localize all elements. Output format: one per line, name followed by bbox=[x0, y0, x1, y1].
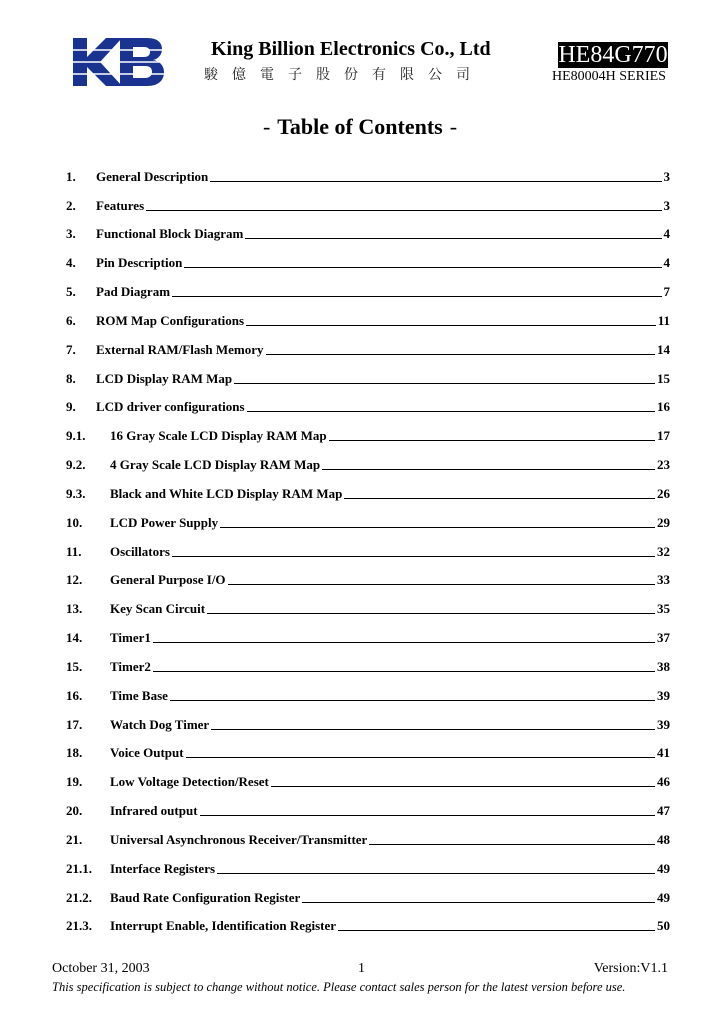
toc-entry[interactable] bbox=[66, 156, 670, 185]
toc-entry-page: 49 bbox=[657, 889, 670, 905]
company-name: King Billion Electronics Co., Ltd bbox=[211, 38, 491, 60]
series-label: HE80004H SERIES bbox=[552, 69, 666, 84]
toc-entry[interactable] bbox=[66, 502, 670, 531]
toc-entry[interactable] bbox=[66, 906, 670, 935]
toc-entry[interactable] bbox=[66, 271, 670, 300]
toc-leader-line bbox=[200, 815, 655, 816]
toc-entry[interactable] bbox=[66, 358, 670, 387]
toc-entry[interactable] bbox=[66, 560, 670, 589]
toc-entry[interactable] bbox=[66, 733, 670, 762]
toc-entry-page: 41 bbox=[657, 745, 670, 761]
toc-entry-number: 1. bbox=[66, 168, 76, 184]
toc-entry-title[interactable]: Black and White LCD Display RAM Map bbox=[110, 485, 343, 501]
toc-leader-line bbox=[207, 613, 655, 614]
footer-date: October 31, 2003 bbox=[52, 961, 150, 976]
toc-entry-number: 8. bbox=[66, 370, 76, 386]
toc-entry-title[interactable]: External RAM/Flash Memory bbox=[96, 341, 264, 357]
toc-leader-line bbox=[210, 181, 661, 182]
toc-leader-line bbox=[153, 642, 655, 643]
toc-entry-title[interactable]: Key Scan Circuit bbox=[110, 601, 206, 617]
toc-entry[interactable] bbox=[66, 444, 670, 473]
toc-entry[interactable] bbox=[66, 242, 670, 271]
toc-leader-line bbox=[220, 527, 655, 528]
toc-entry-title[interactable]: Universal Asynchronous Receiver/Transmitter bbox=[110, 831, 368, 847]
footer-version: Version:V1.1 bbox=[593, 961, 668, 976]
toc-entry-page: 7 bbox=[663, 284, 670, 300]
toc-entry-page: 38 bbox=[657, 658, 670, 674]
toc-entry-page: 14 bbox=[657, 341, 670, 357]
toc-entry-page: 4 bbox=[663, 226, 670, 242]
toc-entry[interactable] bbox=[66, 588, 670, 617]
toc-entry-title[interactable]: Pin Description bbox=[96, 255, 183, 271]
toc-entry[interactable] bbox=[66, 819, 670, 848]
toc-leader-line bbox=[170, 700, 655, 701]
toc-entry-number: 9. bbox=[66, 399, 76, 415]
toc-leader-line bbox=[228, 584, 655, 585]
toc-entry[interactable] bbox=[66, 761, 670, 790]
toc-entry-number: 19. bbox=[66, 774, 83, 790]
toc-leader-line bbox=[186, 757, 655, 758]
toc-entry-number: 9.2. bbox=[66, 457, 86, 473]
toc-entry-number: 20. bbox=[66, 803, 83, 819]
toc-entry-page: 39 bbox=[657, 687, 670, 703]
toc-entry-title[interactable]: LCD driver configurations bbox=[96, 399, 245, 415]
toc-leader-line bbox=[329, 440, 655, 441]
toc-leader-line bbox=[153, 671, 655, 672]
toc-entry-page: 37 bbox=[657, 630, 670, 646]
toc-entry-title[interactable]: Infrared output bbox=[110, 803, 198, 819]
title-dash-left: - bbox=[262, 114, 271, 139]
toc-entry-title[interactable]: Functional Block Diagram bbox=[96, 226, 244, 242]
toc-entry[interactable] bbox=[66, 790, 670, 819]
toc-entry[interactable] bbox=[66, 473, 670, 502]
toc-entry-title[interactable]: Features bbox=[96, 197, 145, 213]
toc-entry-title[interactable]: Time Base bbox=[110, 687, 168, 703]
toc-leader-line bbox=[234, 383, 655, 384]
toc-entry[interactable] bbox=[66, 848, 670, 877]
toc-leader-line bbox=[302, 902, 655, 903]
toc-entry-number: 21.3. bbox=[66, 918, 92, 934]
toc-entry[interactable] bbox=[66, 415, 670, 444]
title-text: Table of Contents bbox=[277, 114, 443, 139]
toc-entry-number: 14. bbox=[66, 630, 83, 646]
toc-entry-number: 4. bbox=[66, 255, 76, 271]
toc-entry-number: 21.2. bbox=[66, 889, 92, 905]
toc-entry-page: 3 bbox=[663, 168, 670, 184]
toc-entry-page: 39 bbox=[657, 716, 670, 732]
toc-entry-title[interactable]: LCD Power Supply bbox=[110, 514, 219, 530]
toc-entry-title[interactable]: General Purpose I/O bbox=[110, 572, 226, 588]
toc-entry-page: 23 bbox=[657, 457, 670, 473]
toc-entry-page: 15 bbox=[657, 370, 670, 386]
toc-entry-page: 50 bbox=[657, 918, 670, 934]
toc-entry-title[interactable]: Baud Rate Configuration Register bbox=[110, 889, 301, 905]
toc-leader-line bbox=[246, 325, 656, 326]
toc-entry-number: 13. bbox=[66, 601, 83, 617]
toc-leader-line bbox=[247, 411, 655, 412]
toc-entry-number: 5. bbox=[66, 284, 76, 300]
toc-leader-line bbox=[338, 930, 655, 931]
toc-leader-line bbox=[211, 729, 655, 730]
toc-entry-title[interactable]: 4 Gray Scale LCD Display RAM Map bbox=[110, 457, 321, 473]
toc-entry-number: 11. bbox=[66, 543, 82, 559]
toc-entry-page: 32 bbox=[657, 543, 670, 559]
toc-entry-page: 3 bbox=[663, 197, 670, 213]
toc-entry-title[interactable]: LCD Display RAM Map bbox=[96, 370, 233, 386]
toc-entry-number: 9.3. bbox=[66, 485, 86, 501]
toc-leader-line bbox=[217, 873, 655, 874]
toc-leader-line bbox=[184, 267, 661, 268]
toc-leader-line bbox=[172, 296, 661, 297]
toc-leader-line bbox=[266, 354, 655, 355]
toc-entry-number: 21.1. bbox=[66, 860, 92, 876]
toc-entry-page: 46 bbox=[657, 774, 670, 790]
toc-entry-page: 47 bbox=[657, 803, 670, 819]
toc-entry-number: 21. bbox=[66, 831, 83, 847]
toc-entry-number: 10. bbox=[66, 514, 83, 530]
footer-page-number: 1 bbox=[358, 961, 365, 976]
toc-entry-title[interactable]: Pad Diagram bbox=[96, 284, 171, 300]
toc-entry-title[interactable]: Oscillators bbox=[110, 543, 170, 559]
toc-entry[interactable] bbox=[66, 300, 670, 329]
toc-entry-page: 33 bbox=[657, 572, 670, 588]
toc-leader-line bbox=[322, 469, 655, 470]
toc-entry[interactable] bbox=[66, 329, 670, 358]
toc-entry-title[interactable]: Interface Registers bbox=[110, 860, 216, 876]
toc-entry[interactable] bbox=[66, 877, 670, 906]
toc-entry-number: 2. bbox=[66, 197, 76, 213]
toc-entry-number: 16. bbox=[66, 687, 83, 703]
toc-leader-line bbox=[369, 844, 655, 845]
toc-entry-number: 15. bbox=[66, 658, 83, 674]
toc-entry[interactable] bbox=[66, 617, 670, 646]
part-number: HE84G770 bbox=[558, 42, 668, 68]
toc-entry-title[interactable]: Watch Dog Timer bbox=[110, 716, 210, 732]
toc-leader-line bbox=[344, 498, 655, 499]
toc-leader-line bbox=[245, 238, 661, 239]
toc-entry-title[interactable]: General Description bbox=[96, 168, 209, 184]
kb-logo bbox=[73, 38, 165, 86]
toc-entry[interactable] bbox=[66, 387, 670, 416]
toc-leader-line bbox=[271, 786, 655, 787]
toc-entry-title[interactable]: Voice Output bbox=[110, 745, 184, 761]
toc-entry-title[interactable]: 16 Gray Scale LCD Display RAM Map bbox=[110, 428, 327, 444]
footer-notice: This specification is subject to change without notice. Please contact sales person for the latest version before use. bbox=[52, 980, 626, 994]
toc-leader-line bbox=[146, 210, 661, 211]
toc-list bbox=[66, 156, 670, 934]
toc-entry-title[interactable]: Interrupt Enable, Identification Register bbox=[110, 918, 337, 934]
title-dash-right: - bbox=[449, 114, 458, 139]
toc-title bbox=[0, 114, 720, 140]
toc-entry-page: 35 bbox=[657, 601, 670, 617]
toc-entry-title[interactable]: Timer2 bbox=[110, 658, 151, 674]
toc-leader-line bbox=[172, 556, 655, 557]
toc-entry-number: 3. bbox=[66, 226, 76, 242]
toc-entry-page: 16 bbox=[657, 399, 670, 415]
toc-entry-title[interactable]: ROM Map Configurations bbox=[96, 312, 245, 328]
toc-entry[interactable] bbox=[66, 704, 670, 733]
toc-entry-page: 11 bbox=[657, 312, 670, 328]
toc-entry-page: 26 bbox=[657, 485, 670, 501]
toc-entry[interactable] bbox=[66, 214, 670, 243]
toc-entry[interactable] bbox=[66, 531, 670, 560]
toc-entry-page: 4 bbox=[663, 255, 670, 271]
toc-entry-page: 49 bbox=[657, 860, 670, 876]
toc-entry-page: 17 bbox=[657, 428, 670, 444]
toc-entry[interactable] bbox=[66, 646, 670, 675]
toc-entry[interactable] bbox=[66, 185, 670, 214]
toc-entry-number: 6. bbox=[66, 312, 76, 328]
company-name-cn: 駿億電子股份有限公司 bbox=[204, 68, 484, 83]
toc-entry-number: 12. bbox=[66, 572, 83, 588]
toc-entry-page: 48 bbox=[657, 831, 670, 847]
toc-entry-page: 29 bbox=[657, 514, 670, 530]
toc-entry-title[interactable]: Timer1 bbox=[110, 630, 151, 646]
toc-entry-number: 7. bbox=[66, 341, 76, 357]
toc-entry-number: 17. bbox=[66, 716, 83, 732]
toc-entry-number: 18. bbox=[66, 745, 83, 761]
toc-entry-number: 9.1. bbox=[66, 428, 86, 444]
toc-entry-title[interactable]: Low Voltage Detection/Reset bbox=[110, 774, 269, 790]
kb-logo-graphic bbox=[73, 38, 165, 86]
toc-entry[interactable] bbox=[66, 675, 670, 704]
